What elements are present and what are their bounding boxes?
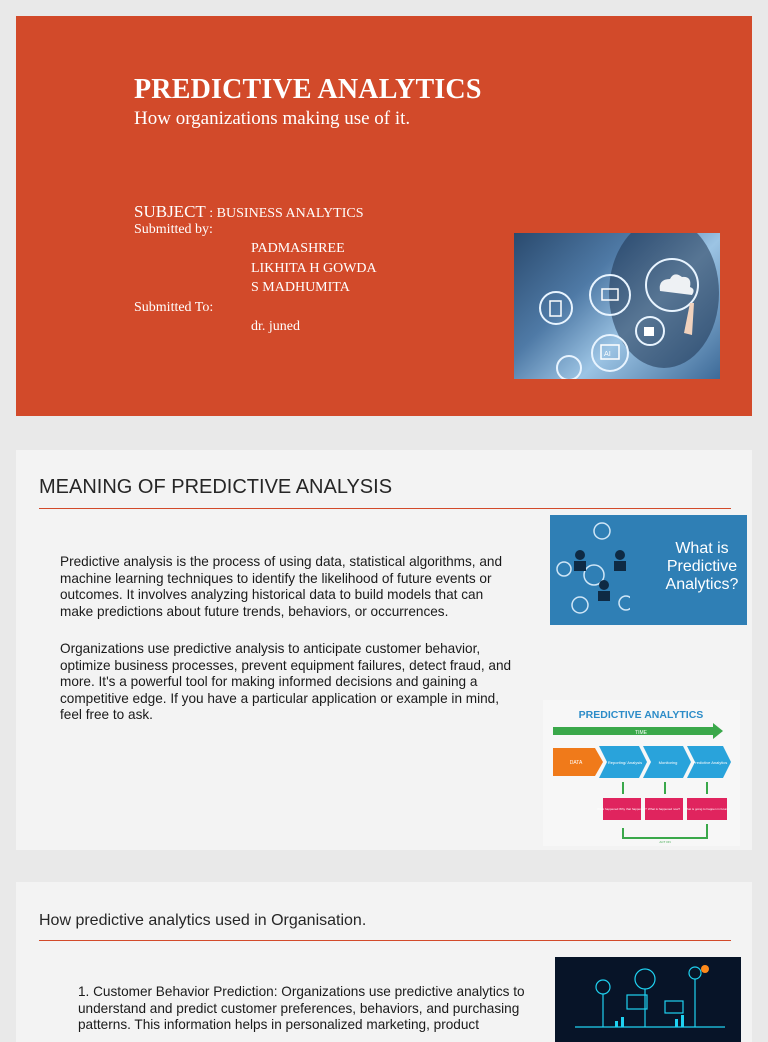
diagram-step: Predictive Analytics	[692, 760, 728, 765]
usage-slide	[16, 882, 752, 1042]
diagram-question: What happened Why that happened?	[597, 807, 647, 811]
image-caption: Predictive	[666, 558, 738, 575]
subject-line	[134, 202, 363, 222]
presentation-title: PREDICTIVE ANALYTICS	[134, 74, 482, 105]
diagram-question: What is happened now?	[647, 807, 681, 811]
author-name: PADMASHREE	[251, 241, 345, 256]
loop-label: ACT ON	[659, 840, 671, 844]
diagram-title: PREDICTIVE ANALYTICS	[578, 709, 704, 721]
submitted-by-label: Submitted by:	[134, 222, 213, 237]
diagram-step: DATA	[569, 760, 583, 766]
presentation-subtitle: How organizations making use of it.	[134, 108, 411, 129]
what-is-predictive-analytics-image	[550, 515, 747, 625]
title-slide	[16, 16, 752, 416]
slide-heading: How predictive analytics used in Organisation.	[39, 912, 367, 929]
paragraph: Predictive analysis is the process of using data, statistical algorithms, and machine learning techniques to identify the likelihood of future events or outcomes. It involves analyzing historical data to build models that can make predictions about future trends, behaviors, or occurrences.	[60, 554, 503, 619]
submitted-to-label: Submitted To:	[134, 300, 214, 315]
author-name: S MADHUMITA	[251, 280, 350, 295]
technology-network-image	[555, 957, 741, 1042]
meaning-slide	[16, 450, 752, 850]
heading-divider	[39, 940, 731, 941]
list-item: 1. Customer Behavior Prediction: Organizations use predictive analytics to understand and predict customer preferences, behaviors, and purchasing patterns. This information helps in personalized marketing, product	[78, 984, 525, 1032]
diagram-step: Monitoring	[658, 760, 678, 765]
subject-value: : BUSINESS ANALYTICS	[205, 206, 364, 221]
predictive-analytics-diagram	[543, 700, 740, 846]
slide-heading: MEANING OF PREDICTIVE ANALYSIS	[39, 476, 393, 498]
subject-label: SUBJECT	[134, 202, 206, 221]
image-caption: Analytics?	[665, 576, 739, 593]
diagram-question: What is going to happen in future?	[684, 807, 730, 811]
cloud-technology-photo	[514, 233, 720, 379]
image-caption: What is	[675, 540, 729, 557]
heading-divider	[39, 508, 731, 509]
svg-text:AI: AI	[604, 350, 611, 358]
diagram-step: Reporting/ Analysis	[607, 760, 643, 765]
time-label: TIME	[635, 730, 647, 736]
paragraph: Organizations use predictive analysis to anticipate customer behavior, optimize business processes, prevent equipment failures, detect fraud, and more. It's a powerful tool for making informed decisions and gaining a competitive edge. If you have a particular application or example in mind, feel free to ask.	[60, 641, 512, 722]
submitted-to-name: dr. juned	[251, 319, 300, 334]
author-name: LIKHITA H GOWDA	[251, 261, 377, 276]
